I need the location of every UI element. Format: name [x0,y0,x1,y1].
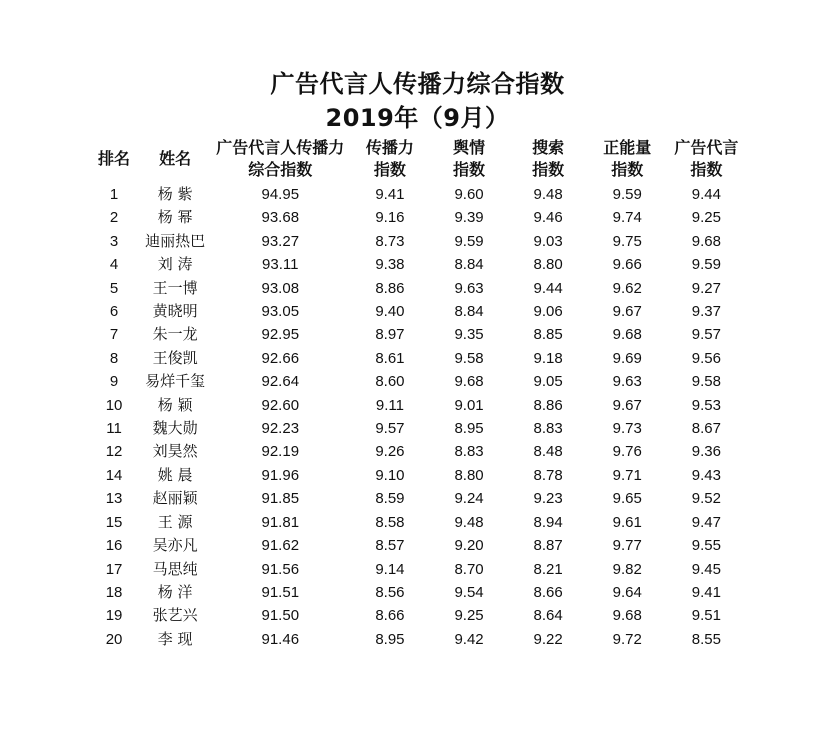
cell-rank: 3 [109,232,119,250]
cell-positive: 9.59 [612,186,642,203]
cell-name: 王俊凯 [152,348,198,367]
table-row [88,183,746,206]
cell-search: 8.80 [533,256,563,274]
cell-search: 8.85 [533,326,563,344]
header-search [509,135,588,183]
cell-composite: 91.85 [261,490,300,508]
cell-positive: 9.72 [612,630,642,648]
cell-sentiment: 9.35 [454,326,484,344]
cell-endorsement: 9.41 [691,583,721,601]
cell-name: 刘昊然 [152,442,198,461]
cell-positive: 9.67 [612,303,642,321]
cell-composite: 92.95 [261,326,300,344]
header-rank: 排名 [98,149,131,168]
cell-positive: 9.76 [612,443,642,461]
cell-rank: 9 [109,373,119,391]
table-row [88,581,746,604]
header-search-line2: 指数 [532,160,565,179]
cell-spread: 8.59 [375,490,405,508]
header-spread [350,135,429,183]
cell-sentiment: 9.54 [454,583,484,601]
header-endorsement-line1: 广告代言 [674,138,739,157]
cell-search: 9.44 [533,279,563,297]
cell-positive: 9.62 [612,279,642,297]
cell-sentiment: 9.68 [454,373,484,391]
header-positive [588,135,667,183]
cell-name: 吴亦凡 [152,536,198,555]
cell-spread: 9.40 [375,303,405,321]
cell-spread: 8.66 [375,607,405,625]
table-row [88,300,746,323]
cell-endorsement: 9.25 [691,209,721,227]
header-name: 姓名 [159,149,192,168]
table-row [88,206,746,229]
cell-endorsement: 9.36 [691,443,721,461]
cell-endorsement: 9.43 [691,466,721,484]
cell-endorsement: 9.59 [691,256,721,274]
cell-positive: 9.75 [612,232,642,250]
cell-composite: 94.95 [261,186,300,203]
cell-composite: 91.81 [261,513,300,531]
cell-positive: 9.64 [612,583,642,601]
cell-endorsement: 9.58 [691,373,721,391]
cell-rank: 16 [105,537,123,555]
cell-search: 9.46 [533,209,563,227]
cell-positive: 9.71 [612,466,642,484]
cell-endorsement: 9.45 [691,560,721,578]
cell-sentiment: 8.80 [454,466,484,484]
header-sentiment-line1: 舆情 [453,138,486,157]
cell-spread: 9.57 [375,420,405,438]
cell-sentiment: 9.60 [454,186,484,203]
cell-name: 赵丽颖 [152,489,198,508]
cell-sentiment: 9.58 [454,349,484,367]
cell-composite: 91.50 [261,607,300,625]
cell-rank: 2 [109,209,119,227]
cell-search: 8.87 [533,537,563,555]
header-positive-line2: 指数 [611,160,644,179]
cell-name: 迪丽热巴 [145,231,206,250]
table-row [88,604,746,627]
cell-name: 马思纯 [152,559,198,578]
header-endorsement [667,135,746,183]
cell-spread: 8.61 [375,349,405,367]
cell-composite: 92.66 [261,349,300,367]
cell-endorsement: 9.55 [691,537,721,555]
header-search-line1: 搜索 [532,138,565,157]
table-row [88,628,746,651]
cell-spread: 9.11 [375,396,404,414]
cell-search: 9.05 [533,373,563,391]
cell-search: 9.22 [533,630,563,648]
cell-positive: 9.67 [612,396,642,414]
cell-composite: 93.68 [261,209,300,227]
cell-sentiment: 9.42 [454,630,484,648]
cell-rank: 7 [109,326,119,344]
cell-positive: 9.82 [612,560,642,578]
cell-name: 魏大勋 [152,419,198,438]
cell-search: 9.03 [533,232,563,250]
cell-sentiment: 8.95 [454,420,484,438]
cell-name: 王 源 [157,512,193,531]
table-header-row [88,135,746,183]
table-row [88,417,746,440]
cell-positive: 9.65 [612,490,642,508]
header-sentiment-line2: 指数 [453,160,486,179]
cell-spread: 8.57 [375,537,405,555]
cell-positive: 9.63 [612,373,642,391]
cell-search: 8.21 [533,560,563,578]
cell-composite: 92.60 [261,396,300,414]
cell-spread: 9.38 [375,256,405,274]
cell-name: 杨 颖 [157,395,193,414]
cell-spread: 8.95 [375,630,405,648]
cell-search: 8.66 [533,583,563,601]
cell-composite: 92.23 [261,420,300,438]
cell-spread: 9.10 [375,466,405,484]
cell-rank: 4 [109,256,119,274]
table-row [88,323,746,346]
table-row [88,440,746,463]
header-spread-line2: 指数 [373,160,406,179]
cell-endorsement: 9.57 [691,326,721,344]
cell-positive: 9.74 [612,209,642,227]
cell-sentiment: 8.70 [454,560,484,578]
cell-composite: 92.19 [261,443,300,461]
cell-composite: 93.11 [262,256,299,274]
table-row [88,277,746,300]
cell-sentiment: 9.63 [454,279,484,297]
cell-positive: 9.68 [612,607,642,625]
cell-rank: 19 [105,607,123,625]
table-row [88,347,746,370]
cell-name: 姚 晨 [157,465,193,484]
cell-name: 张艺兴 [152,606,198,625]
cell-positive: 9.68 [612,326,642,344]
cell-rank: 14 [105,466,123,484]
header-composite [210,135,350,183]
table-row [88,230,746,253]
cell-positive: 9.69 [612,349,642,367]
cell-sentiment: 9.01 [454,396,484,414]
cell-search: 9.23 [533,490,563,508]
cell-composite: 91.56 [261,560,300,578]
cell-spread: 8.97 [375,326,405,344]
cell-endorsement: 8.67 [691,420,721,438]
cell-spread: 8.60 [375,373,405,391]
table-row [88,370,746,393]
table-row [88,534,746,557]
cell-rank: 18 [105,583,123,601]
cell-sentiment: 8.84 [454,303,484,321]
cell-name: 杨 幂 [157,208,193,227]
cell-endorsement: 9.56 [691,349,721,367]
table-row [88,558,746,581]
cell-name: 黄晓明 [152,302,198,321]
cell-spread: 9.41 [375,186,405,203]
cell-endorsement: 9.37 [691,303,721,321]
cell-endorsement: 9.51 [691,607,721,625]
cell-rank: 8 [109,349,119,367]
header-sentiment [429,135,508,183]
cell-name: 朱一龙 [152,325,198,344]
cell-search: 8.78 [533,466,563,484]
cell-endorsement: 9.27 [691,279,721,297]
cell-search: 8.83 [533,420,563,438]
header-composite-line1: 广告代言人传播力 [216,138,345,157]
table-row [88,511,746,534]
cell-search: 8.64 [533,607,563,625]
cell-rank: 17 [105,560,123,578]
cell-composite: 93.05 [261,303,300,321]
cell-endorsement: 8.55 [691,630,721,648]
table-row [88,253,746,276]
cell-rank: 1 [109,186,119,203]
table-row [88,394,746,417]
cell-sentiment: 9.59 [454,232,484,250]
cell-positive: 9.73 [612,420,642,438]
cell-composite: 92.64 [261,373,300,391]
cell-rank: 15 [105,513,123,531]
cell-search: 9.06 [533,303,563,321]
header-spread-line1: 传播力 [365,138,414,157]
cell-composite: 93.08 [261,279,300,297]
cell-positive: 9.61 [612,513,642,531]
table-row [88,464,746,487]
cell-sentiment: 9.25 [454,607,484,625]
cell-composite: 91.96 [261,466,300,484]
cell-spread: 8.58 [375,513,405,531]
cell-composite: 93.27 [261,232,300,250]
cell-spread: 9.16 [375,209,405,227]
cell-rank: 10 [105,396,123,414]
cell-name: 王一博 [152,278,198,297]
header-composite-line2: 综合指数 [248,160,313,179]
cell-rank: 5 [109,279,119,297]
ranking-table [88,135,746,651]
cell-endorsement: 9.52 [691,490,721,508]
cell-rank: 12 [105,443,123,461]
cell-rank: 13 [105,490,123,508]
header-positive-line1: 正能量 [603,138,652,157]
cell-positive: 9.66 [612,256,642,274]
cell-sentiment: 9.39 [454,209,484,227]
cell-sentiment: 9.24 [454,490,484,508]
cell-search: 8.48 [533,443,563,461]
cell-spread: 8.56 [375,583,405,601]
cell-search: 8.94 [533,513,563,531]
cell-name: 杨 紫 [157,185,193,203]
cell-spread: 9.26 [375,443,405,461]
cell-spread: 8.73 [375,232,405,250]
cell-sentiment: 8.84 [454,256,484,274]
cell-sentiment: 8.83 [454,443,484,461]
cell-name: 李 现 [157,629,193,648]
cell-rank: 6 [109,303,119,321]
cell-rank: 11 [106,420,122,438]
cell-spread: 9.14 [375,560,405,578]
cell-search: 9.18 [533,349,563,367]
cell-sentiment: 9.20 [454,537,484,555]
header-endorsement-line2: 指数 [690,160,723,179]
cell-sentiment: 9.48 [454,513,484,531]
cell-name: 杨 洋 [157,582,193,601]
cell-spread: 8.86 [375,279,405,297]
cell-name: 刘 涛 [157,255,193,274]
cell-endorsement: 9.53 [691,396,721,414]
cell-name: 易烊千玺 [145,372,206,391]
cell-composite: 91.46 [261,630,300,648]
cell-endorsement: 9.44 [691,186,721,203]
page-title: 广告代言人传播力综合指数 [270,70,565,98]
cell-positive: 9.77 [612,537,642,555]
cell-search: 9.48 [533,186,563,203]
cell-composite: 91.51 [261,583,300,601]
cell-endorsement: 9.68 [691,232,721,250]
table-row [88,487,746,510]
page-subtitle: 2019年（9月） [325,104,510,132]
table-body [88,183,746,651]
cell-rank: 20 [105,630,123,648]
cell-search: 8.86 [533,396,563,414]
cell-endorsement: 9.47 [691,513,721,531]
cell-composite: 91.62 [261,537,300,555]
